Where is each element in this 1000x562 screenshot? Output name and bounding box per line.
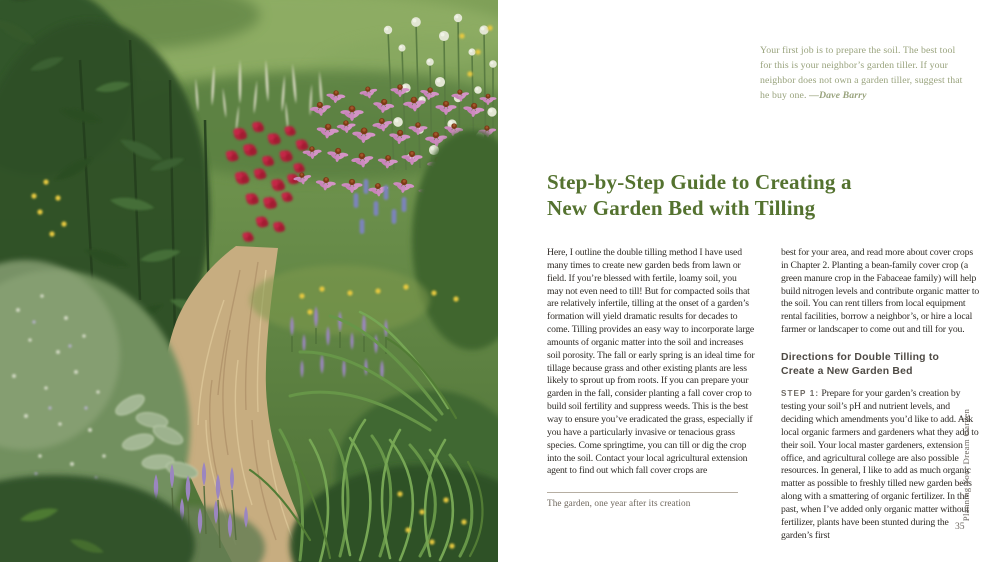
section-subhead-line1: Directions for Double Tilling to xyxy=(781,351,940,363)
chapter-title xyxy=(547,170,947,221)
chapter-title-line2: New Garden Bed with Tilling xyxy=(547,195,816,220)
section-subhead-line2: Create a New Garden Bed xyxy=(781,366,913,378)
epigraph-attribution: —Dave Barry xyxy=(809,89,867,101)
step-label: STEP 1: xyxy=(781,389,820,399)
body-column-right xyxy=(781,247,981,542)
chapter-title-line1: Step-by-Step Guide to Creating a xyxy=(547,170,852,194)
page-number: 35 xyxy=(955,521,965,532)
epigraph-text: Your first job is to prepare the soil. The best tool for this is your neighbor’s garden tiller. If your neighbor does not own a garden tiller, suggest that he buy one. xyxy=(760,45,963,101)
section-subhead xyxy=(781,351,981,379)
body-paragraph: best for your area, and read more about cover crops in Chapter 2. Planting a bean-family cover crop (a green manure crop in the Fabaceae family) will help build nitrogen levels and contribute organic matter to the soil. You can rent tillers from local equipment rental facilities, borrow a neighbor’s, or hire a local farmer or landscaper to come out and till for you. xyxy=(781,247,980,336)
caption-rule xyxy=(547,492,738,493)
step-paragraph xyxy=(781,388,981,542)
epigraph xyxy=(760,44,966,104)
photo-caption: The garden, one year after its creation xyxy=(547,498,691,508)
garden-photo xyxy=(0,0,498,562)
running-footer-vertical: Planning Your Dream Garden xyxy=(961,408,971,522)
body-column-left xyxy=(547,247,755,478)
step-text: Prepare for your garden’s creation by testing your soil’s pH and nutrient levels, and deciding which amendments you’d like to add. Ask local organic farmers and gardeners what they add to their soil. Your local master gardeners, extension office, and agricultural college are also possible resources. In general, I like to add as much organic matter as possible to freshly tilled new garden beds along with a smattering of organic fertilizer. In the past, when I’ve added only organic matter without fertilizer, plants have been stunted during the garden’s first xyxy=(781,388,979,541)
body-paragraph: Here, I outline the double tilling method I have used many times to create new garden beds from lawn or field. If you’re blessed with fertile, loamy soil, you may not even need to till! But for compacted soils that are relatively infertile, tilling at the onset of a garden’s formation will yield dramatic results for decades to come. Tilling provides an easy way to incorporate large amounts of organic matter into the soil and increases soil porosity. The fall or early spring is an ideal time for tillage because grass and other existing plants are less likely to sprout up from roots. If you can prepare your garden in the fall, consider planting a fall cover crop to build soil fertility and suppress weeds. This is the best way to ensure you’ve eradicated the grass, especially if you have a particularly invasive or tenacious grass species. Come springtime, you can till or dig the crop into the soil. Contact your local agricultural extension agent to find out which fall cover crops are xyxy=(547,247,755,477)
